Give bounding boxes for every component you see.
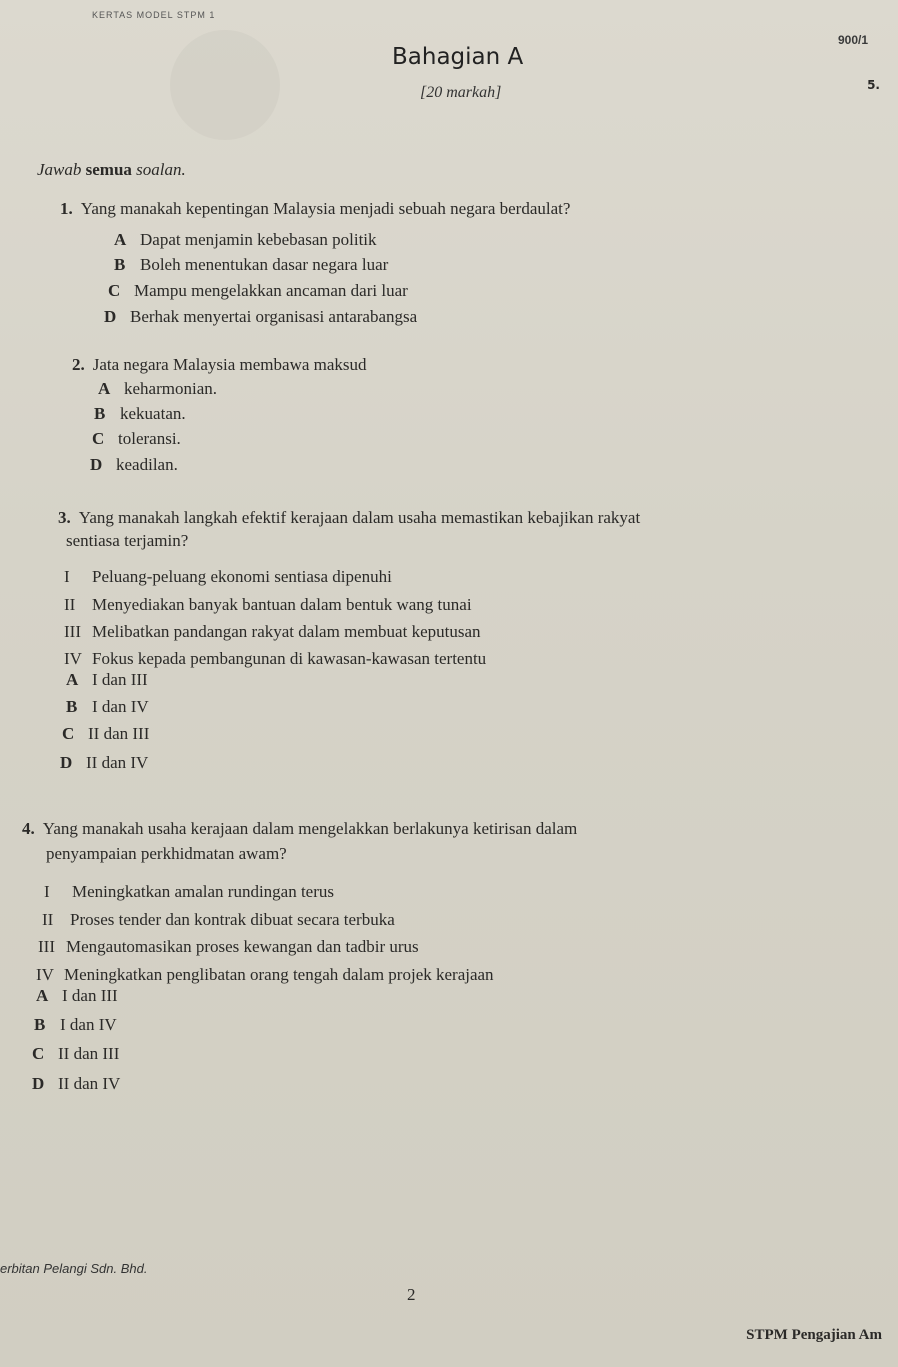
question-3 [58, 507, 883, 530]
option-label: A [98, 379, 111, 398]
option-text: kekuatan. [120, 404, 186, 423]
statement-4-iii [38, 937, 419, 957]
question-number: 2. [72, 355, 85, 374]
statement-3-iii [64, 622, 481, 642]
statement-4-i [44, 882, 334, 902]
question-3-line2: sentiasa terjamin? [66, 531, 189, 550]
statement-label: III [38, 937, 55, 956]
option-1b[interactable] [114, 255, 388, 275]
question-4-line2: penyampaian perkhidmatan awam? [46, 844, 287, 863]
option-label: B [94, 404, 106, 423]
option-text: I dan III [62, 986, 118, 1005]
instruction [37, 160, 186, 180]
section-marks: [20 markah] [420, 84, 502, 101]
statement-label: I [64, 567, 70, 586]
option-1d[interactable] [104, 307, 417, 327]
option-label: B [114, 255, 126, 274]
statement-3-i [64, 567, 392, 587]
option-text: II dan III [88, 724, 150, 743]
statement-text: Mengautomasikan proses kewangan dan tadbir urus [66, 937, 419, 956]
option-4b[interactable] [34, 1015, 117, 1035]
section-title: Bahagian A [392, 44, 524, 70]
watermark-logo [170, 30, 280, 140]
option-1a[interactable] [114, 230, 377, 250]
option-label: A [114, 230, 127, 249]
question-number: 3. [58, 508, 71, 527]
option-text: Berhak menyertai organisasi antarabangsa [130, 307, 418, 326]
statement-label: III [64, 622, 81, 641]
instruction-bold: semua [85, 160, 132, 179]
option-2d[interactable] [90, 455, 178, 475]
option-text: I dan III [92, 670, 148, 689]
option-3a[interactable] [66, 670, 148, 690]
question-text-line1: Yang manakah langkah efektif kerajaan dalam usaha memastikan kebajikan rakyat [78, 508, 641, 527]
statement-label: II [42, 910, 54, 929]
side-number: 5. [867, 78, 880, 92]
statement-label: II [64, 595, 76, 614]
statement-3-ii [64, 595, 472, 615]
option-text: keharmonian. [124, 379, 217, 398]
option-4d[interactable] [32, 1074, 120, 1094]
publisher: erbitan Pelangi Sdn. Bhd. [0, 1261, 148, 1276]
option-text: II dan IV [58, 1074, 121, 1093]
option-text: I dan IV [60, 1015, 117, 1034]
option-text: Mampu mengelakkan ancaman dari luar [134, 281, 408, 300]
option-label: D [90, 455, 103, 474]
option-label: C [32, 1044, 45, 1063]
option-4a[interactable] [36, 986, 118, 1006]
option-text: II dan III [58, 1044, 120, 1063]
option-text: Dapat menjamin kebebasan politik [140, 230, 377, 249]
statement-text: Melibatkan pandangan rakyat dalam membuat keputusan [92, 622, 481, 641]
option-2b[interactable] [94, 404, 186, 424]
instruction-tail: soalan. [136, 160, 186, 179]
question-4 [22, 818, 882, 841]
page-number: 2 [407, 1285, 416, 1304]
option-label: D [32, 1074, 45, 1093]
series-header: KERTAS MODEL STPM 1 [92, 10, 216, 20]
question-number: 1. [60, 199, 73, 218]
option-2a[interactable] [98, 379, 217, 399]
statement-3-iv [64, 649, 486, 669]
statement-text: Meningkatkan amalan rundingan terus [72, 882, 335, 901]
question-number: 4. [22, 819, 35, 838]
statement-text: Proses tender dan kontrak dibuat secara terbuka [70, 910, 395, 929]
option-label: B [66, 697, 78, 716]
option-label: D [104, 307, 117, 326]
option-text: toleransi. [118, 429, 181, 448]
statement-text: Meningkatkan penglibatan orang tengah dalam projek kerajaan [64, 965, 494, 984]
subject-footer: STPM Pengajian Am [746, 1327, 882, 1343]
statement-text: Peluang-peluang ekonomi sentiasa dipenuhi [92, 567, 392, 586]
question-text: Yang manakah kepentingan Malaysia menjadi sebuah negara berdaulat? [80, 199, 571, 218]
option-text: Boleh menentukan dasar negara luar [140, 255, 389, 274]
option-text: keadilan. [116, 455, 178, 474]
option-4c[interactable] [32, 1044, 119, 1064]
option-label: C [108, 281, 121, 300]
option-text: II dan IV [86, 753, 149, 772]
instruction-lead: Jawab [37, 160, 82, 179]
question-text-line1: Yang manakah usaha kerajaan dalam mengelakkan berlakunya ketirisan dalam [42, 819, 578, 838]
option-2c[interactable] [92, 429, 181, 449]
question-text: Jata negara Malaysia membawa maksud [92, 355, 367, 374]
option-1c[interactable] [108, 281, 408, 301]
statement-text: Menyediakan banyak bantuan dalam bentuk wang tunai [92, 595, 472, 614]
option-label: A [36, 986, 49, 1005]
option-3d[interactable] [60, 753, 148, 773]
statement-text: Fokus kepada pembangunan di kawasan-kawasan tertentu [92, 649, 487, 668]
statement-4-ii [42, 910, 395, 930]
paper-code: 900/1 [837, 33, 868, 47]
option-label: C [92, 429, 105, 448]
option-label: A [66, 670, 79, 689]
option-label: D [60, 753, 73, 772]
statement-label: I [44, 882, 50, 901]
option-label: C [62, 724, 75, 743]
option-label: B [34, 1015, 46, 1034]
option-text: I dan IV [92, 697, 149, 716]
question-1 [60, 198, 570, 221]
statement-4-iv [36, 965, 494, 985]
question-2 [72, 354, 367, 377]
option-3c[interactable] [62, 724, 149, 744]
statement-label: IV [64, 649, 82, 668]
option-3b[interactable] [66, 697, 149, 717]
statement-label: IV [36, 965, 54, 984]
